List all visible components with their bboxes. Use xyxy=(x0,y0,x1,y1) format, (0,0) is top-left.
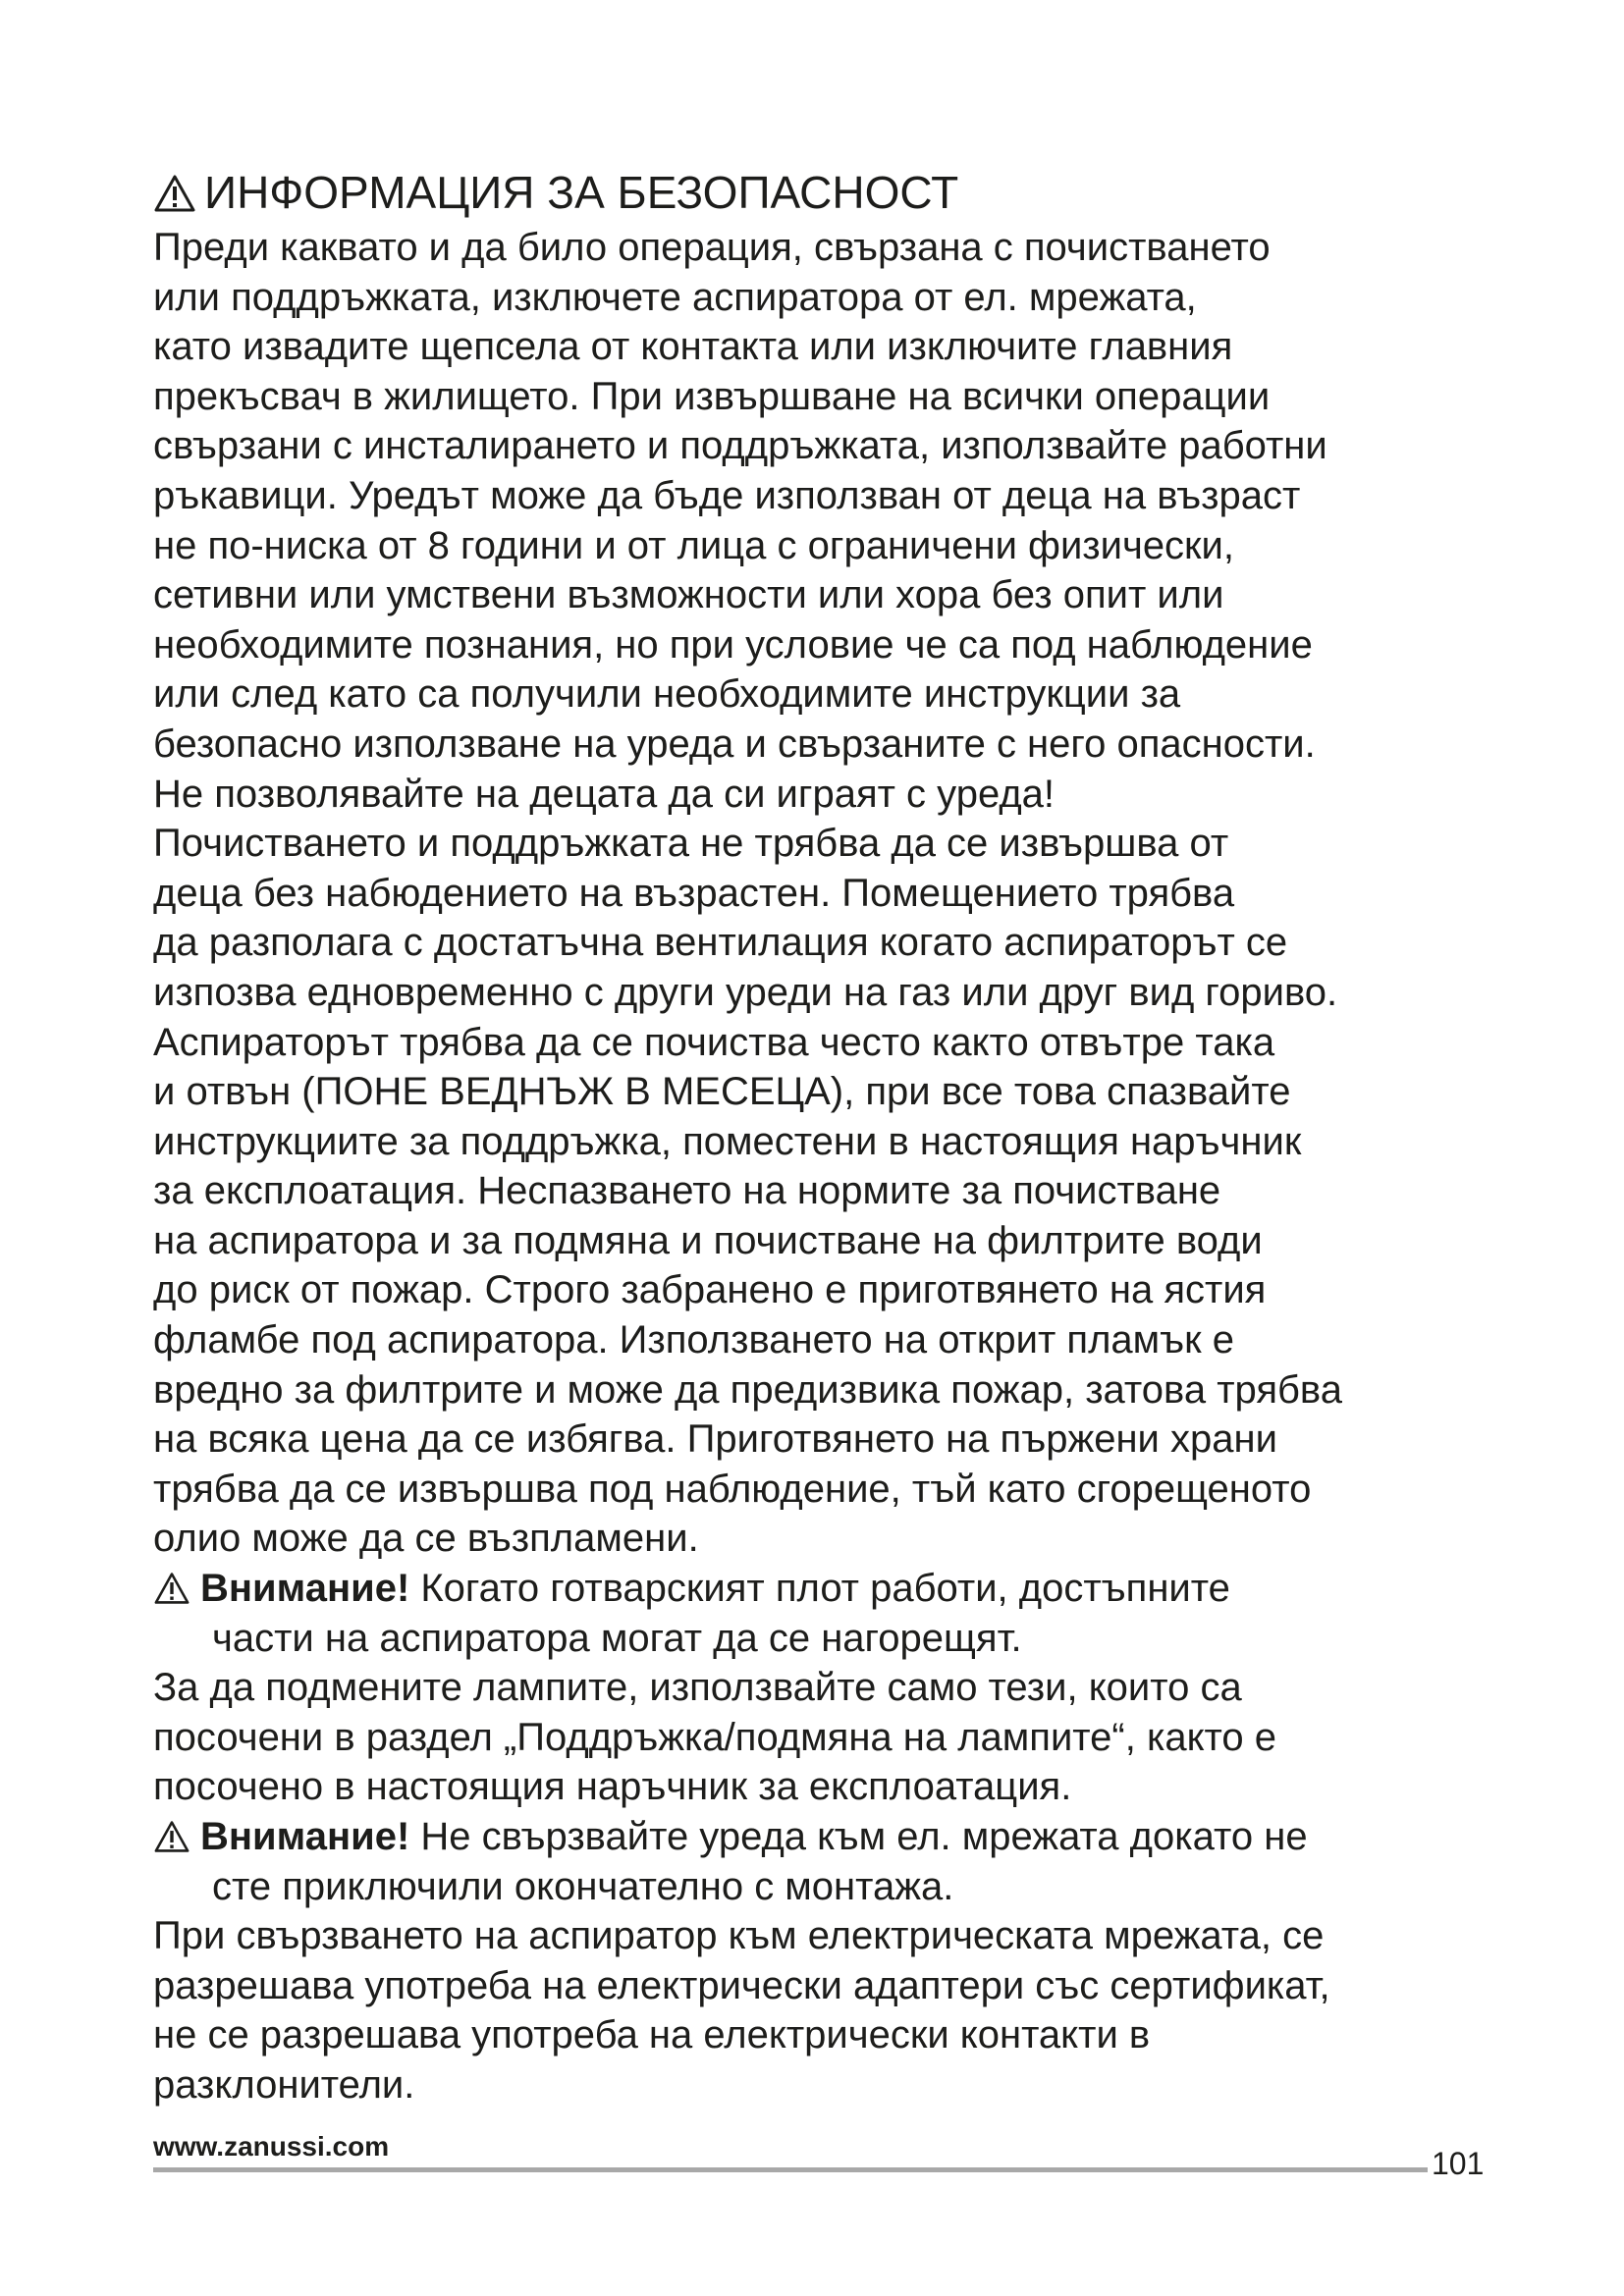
text-line: вредно за филтрите и може да предизвика пожар, затова трябва xyxy=(153,1367,1342,1412)
text-line: свързани с инсталирането и поддръжката, използвайте работни xyxy=(153,424,1327,468)
text-line: необходимите познания, но при условие че са под наблюдение xyxy=(153,622,1313,667)
text-line: посочено в настоящия наръчник за експлоатация. xyxy=(153,1765,1072,1809)
text-line: да разполага с достатъчна вентилация когато аспираторът се xyxy=(153,921,1288,965)
safety-text xyxy=(153,223,1528,2110)
text-line: на аспиратора и за подмяна и почистване на филтрите води xyxy=(153,1218,1263,1262)
text-line: посочени в раздел „Поддръжка/подмяна на лампите“, както е xyxy=(153,1715,1277,1759)
warning-text: Когато готварският плот работи, достъпните xyxy=(409,1567,1230,1611)
text-line: трябва да се извършва под наблюдение, тъй като сгорещеното xyxy=(153,1467,1312,1511)
page-title-text: ИНФОРМАЦИЯ ЗА БЕЗОПАСНОСТ xyxy=(204,167,959,218)
warning-note-connection xyxy=(153,1812,1528,1862)
text-line: сетивни или умствени възможности или хора без опит или xyxy=(153,573,1224,617)
text-line: или поддръжката, изключете аспиратора от ел. мрежата, xyxy=(153,275,1197,319)
text-line: за експлоатация. Неспазването на нормите за почистване xyxy=(153,1169,1221,1213)
warning-triangle-icon xyxy=(153,1820,190,1853)
text-line: Не позволявайте на децата да си играят с уреда! xyxy=(153,772,1056,816)
page-title xyxy=(153,165,958,220)
warning-continuation: сте приключили окончателно с монтажа. xyxy=(212,1864,954,1908)
text-line: разклонители. xyxy=(153,2062,415,2107)
text-line: прекъсвач в жилището. При извършване на всички операции xyxy=(153,374,1271,418)
warning-label: Внимание! xyxy=(200,1815,410,1858)
text-line: като извадите щепсела от контакта или изключите главния xyxy=(153,325,1233,369)
warning-continuation: части на аспиратора могат да се нагорещят. xyxy=(212,1616,1022,1660)
text-line: деца без набюдението на възрастен. Помещението трябва xyxy=(153,871,1235,915)
text-line: изпозва едновременно с други уреди на газ или друг вид гориво. xyxy=(153,970,1338,1014)
text-line: безопасно използване на уреда и свързаните с него опасности. xyxy=(153,721,1316,766)
warning-triangle-icon xyxy=(153,1572,190,1605)
text-line: не се разрешава употреба на електрически контакти в xyxy=(153,2013,1151,2057)
footer-website-link[interactable]: www.zanussi.com xyxy=(153,2131,390,2162)
footer-divider xyxy=(153,2167,1428,2172)
text-line: Преди каквато и да било операция, свързана с почистването xyxy=(153,226,1271,269)
text-line: фламбе под аспиратора. Използването на открит пламък е xyxy=(153,1318,1235,1362)
text-line: ръкавици. Уредът може да бъде използван от деца на възраст xyxy=(153,473,1301,517)
text-line: не по-ниска от 8 години и от лица с ограничени физически, xyxy=(153,523,1235,567)
text-line: разрешава употреба на електрически адаптери със сертификат, xyxy=(153,1963,1330,2007)
page-number: 101 xyxy=(1432,2146,1485,2181)
warning-text: Не свързвайте уреда към ел. мрежата докато не xyxy=(409,1815,1308,1858)
warning-triangle-icon xyxy=(153,174,196,213)
text-line: инструкциите за поддръжка, поместени в настоящия наръчник xyxy=(153,1119,1302,1163)
text-line: до риск от пожар. Строго забранено е приготвянето на ястия xyxy=(153,1268,1267,1312)
text-line: или след като са получили необходимите инструкции за xyxy=(153,672,1181,717)
text-line: Почистването и поддръжката не трябва да се извършва от xyxy=(153,822,1229,866)
text-line: За да подмените лампите, използвайте само тези, които са xyxy=(153,1666,1242,1710)
text-line: Аспираторът трябва да се почиства често както отвътре така xyxy=(153,1020,1275,1064)
text-line: и отвън (ПОНЕ ВЕДНЪЖ В МЕСЕЦА), при все това спазвайте xyxy=(153,1070,1291,1114)
warning-note-hot-parts xyxy=(153,1564,1528,1614)
text-line: на всяка цена да се избягва. Приготвянето на пържени храни xyxy=(153,1417,1277,1462)
warning-label: Внимание! xyxy=(200,1567,410,1611)
text-line: олио може да се възпламени. xyxy=(153,1517,699,1561)
text-line: При свързването на аспиратор към електрическата мрежата, се xyxy=(153,1914,1325,1958)
